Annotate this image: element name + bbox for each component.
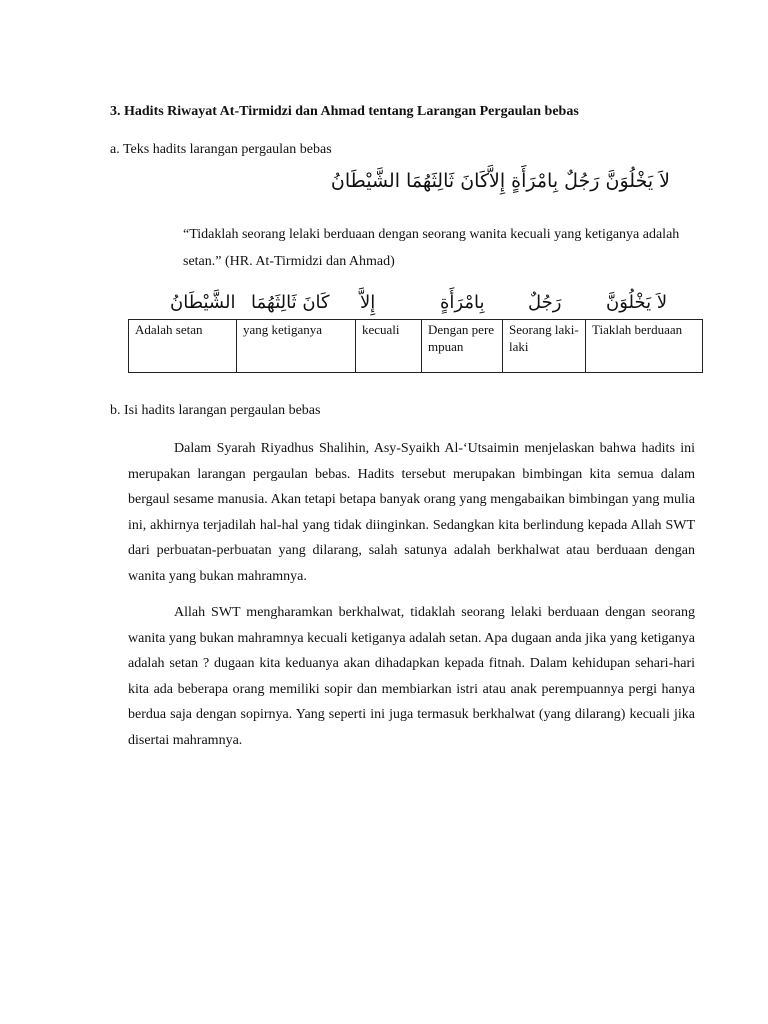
arabic-word-illa: إِلاَّ bbox=[360, 292, 376, 313]
vocabulary-table bbox=[128, 319, 703, 373]
table-cell-meaning: kecuali bbox=[356, 320, 422, 373]
table-cell-meaning: Dengan perempuan bbox=[422, 320, 503, 373]
table-cell-meaning: Seorang laki-laki bbox=[503, 320, 586, 373]
arabic-word-rajulun: رَجُلٌ bbox=[528, 292, 562, 313]
arabic-hadith-text: لاَ يَخْلُوَنَّ رَجُلٌ بِامْرَأَةٍ إِلاَّكَانَ ثَالِثَهُمَا الشَّيْطَانُ bbox=[330, 170, 670, 192]
arabic-word-bimraatin: بِامْرَأَةٍ bbox=[440, 292, 485, 313]
table-cell-meaning: Tiaklah berduaan bbox=[586, 320, 703, 373]
subheading-a: a. Teks hadits larangan pergaulan bebas bbox=[110, 142, 332, 157]
section-heading: 3. Hadits Riwayat At-Tirmidzi dan Ahmad tentang Larangan Pergaulan bebas bbox=[110, 104, 579, 119]
hadith-translation: “Tidaklah seorang lelaki berduaan dengan seorang wanita kecuali yang ketiganya adalah setan.” (HR. At-Tirmidzi dan Ahmad) bbox=[183, 227, 680, 269]
arabic-word-setan: الشَّيْطَانُ bbox=[170, 292, 236, 313]
arabic-word-la-yakhluwanna: لاَ يَخْلُوَنَّ bbox=[606, 292, 668, 313]
arabic-word-kana-tsalitsahuma: كَانَ ثَالِثَهُمَا bbox=[251, 292, 330, 313]
subheading-b: b. Isi hadits larangan pergaulan bebas bbox=[110, 403, 321, 418]
table-cell-meaning: yang ketiganya bbox=[237, 320, 356, 373]
table-row bbox=[129, 320, 703, 373]
table-cell-meaning: Adalah setan bbox=[129, 320, 237, 373]
body-paragraph-2: Allah SWT mengharamkan berkhalwat, tidaklah seorang lelaki berduaan dengan seorang wanita yang bukan mahramnya kecuali ketiganya adalah setan. Apa dugaan anda jika yang ketiganya adalah setan ? dugaan kita keduanya akan dihadapkan kepada fitnah. Dalam kehidupan sehari-hari kita ada beberapa orang memiliki sopir dan membiarkan istri atau anak perempuannya pergi hanya berdua saja dengan sopirnya. Yang seperti ini juga termasuk berkhalwat (yang dilarang) kecuali jika disertai mahramnya. bbox=[128, 605, 695, 748]
body-paragraph-1: Dalam Syarah Riyadhus Shalihin, Asy-Syaikh Al-‘Utsaimin menjelaskan bahwa hadits ini merupakan larangan pergaulan bebas. Hadits tersebut merupakan bimbingan kita semua dalam bergaul sesame manusia. Akan tetapi betapa banyak orang yang mengabaikan bimbingan yang mulia ini, akhirnya terjadilah hal-hal yang tidak diinginkan. Sedangkan kita berlindung kepada Allah SWT dari perbuatan-perbuatan yang dilarang, salah satunya adalah berkhalwat atau berduaan dengan wanita yang bukan mahramnya. bbox=[128, 441, 695, 584]
